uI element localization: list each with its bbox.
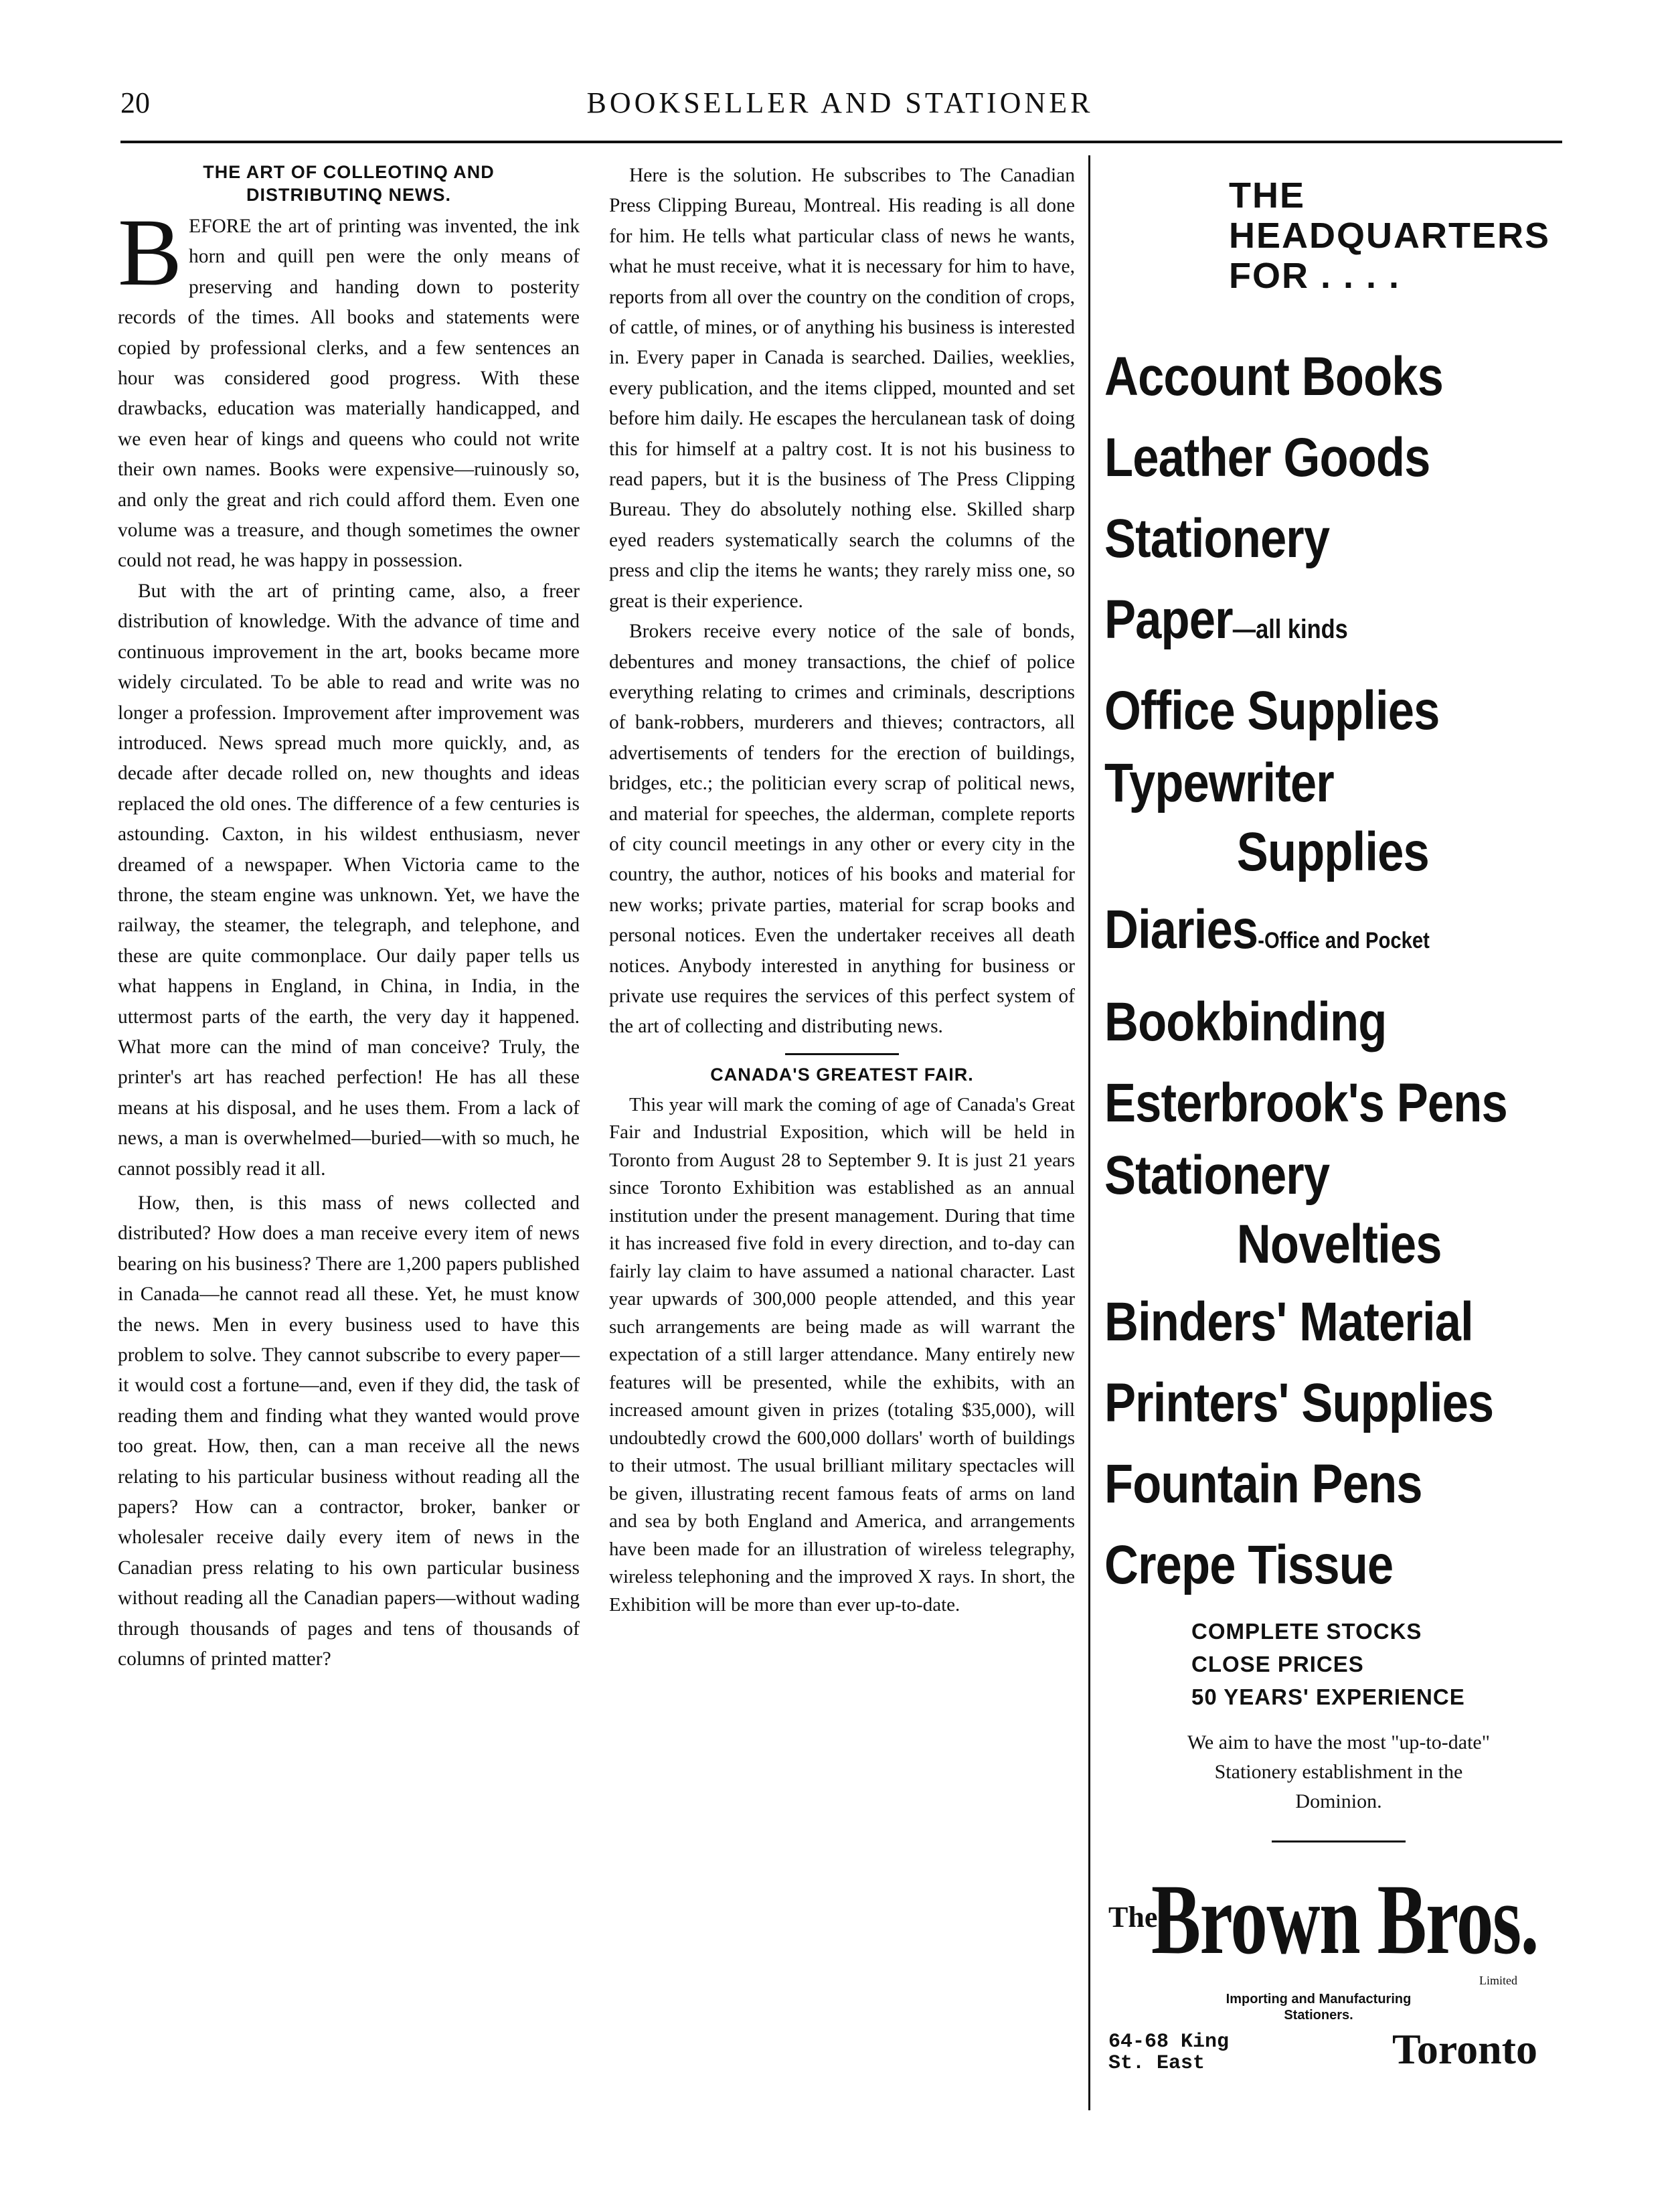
article-heading-line-1: THE ART OF COLLEOTINQ AND [203, 162, 495, 182]
ad-item-esterbrooks-pens: Esterbrook's Pens [1104, 1073, 1507, 1133]
ad-separator [1272, 1840, 1406, 1842]
ad-item-office-supplies: Office Supplies [1104, 680, 1440, 741]
ad-headline-line-2: HEADQUARTERS [1229, 216, 1551, 256]
ad-item-bookbinding: Bookbinding [1104, 992, 1387, 1052]
ad-stocks-line-2: CLOSE PRICES [1191, 1652, 1364, 1676]
city-name: Toronto [1392, 2025, 1537, 2073]
article-heading [118, 161, 580, 206]
article-paragraph-4: Here is the solution. He subscribes to The Canadian Press Clipping Bureau, Montreal. His reading is all done for him. He tells what particular class of news he wants, what he must receive, what it is necessary for him to have, reports from all over the country on the condition of crops, of cattle, of mines, or of anything his business is interested in. Every paper in Canada is searched. Dailies, weeklies, every publication, and the items clipped, mounted and set before him daily. He escapes the herculanean task of doing this for himself at a paltry cost. It is not his business to read papers, but it is the business of The Press Clipping Bureau. They do absolutely nothing else. Skilled sharp eyed readers systematically search the columns of the press and clip the items he wants; they rarely miss one, so great is their experience. [609, 165, 1075, 612]
ad-headline [1229, 175, 1573, 296]
ad-item-printers-supplies: Printers' Supplies [1104, 1372, 1494, 1433]
ad-stocks-block [1191, 1615, 1573, 1713]
brand-description [1145, 1991, 1493, 2023]
brand-description-line-2: Stationers. [1284, 2008, 1353, 2023]
ad-item-binders-material: Binders' Material [1104, 1291, 1473, 1352]
ad-aim-line-1: We aim to have the most "up-to-date" [1187, 1731, 1490, 1753]
ad-stocks-line-3: 50 YEARS' EXPERIENCE [1191, 1684, 1465, 1709]
street-address [1108, 2031, 1229, 2074]
fair-paragraph: This year will mark the coming of age of Canada's Great Fair and Industrial Exposition, which will be held in Toronto from August 28 to September 9. It is just 21 years since Toronto Exhibition was established as an annual institution under the present management. During that time it has increased five fold in every direction, and to-day can fairly lay claim to have assumed a national character. Last year upwards of 300,000 people attended, and this year such arrangements are being made as will warrant the expectation of a still larger attendance. Many entirely new features will be presented, while the exhibits, with an increased amount given in prizes (totaling $35,000), will undoubtedly crowd the 600,000 dollars' worth of buildings to their utmost. The usual brilliant military spectacles will be given, illustrating recent famous feats of arms on land and sea by both England and America, and arrangements have been made for an illustration of wireless telegraphy, wireless telephoning and the improved X rays. In short, the Exhibition will be more than ever up-to-date. [609, 1093, 1075, 1616]
ad-item-leather-goods: Leather Goods [1104, 427, 1430, 488]
page-number: 20 [120, 86, 150, 119]
article-separator [785, 1053, 899, 1055]
article-paragraph-2: But with the art of printing came, also, a freer distribution of knowledge. With the advance of time and continuous improvement in the art, books became more widely circulated. To be able to read and write was no longer a profession. Improvement after improvement was introduced. News spread much more quickly, and, as decade after decade rolled on, new thoughts and ideas replaced the old ones. The difference of a few centuries is astounding. Caxton, in his wildest enthusiasm, never dreamed of a newspaper. When Victoria came to the throne, the steam engine was unknown. Yet, we have the railway, the steamer, the telegraph, and telephone, and these are quite commonplace. Our daily paper tells us what happens in England, in China, in India, in the uttermost parts of the earth, the very day it happened. What more can the mind of man conceive? Truly, the printer's art has reached perfection! He has all these means at his disposal, and he uses them. From a lack of news, a man is overwhelmed—buried—with so much, he cannot possibly read it all. [118, 580, 580, 1180]
brand-name: Brown Bros. [1151, 1864, 1538, 1975]
ad-item-stationery-2: Stationery [1104, 1145, 1330, 1206]
brand-limited: Limited [1479, 1974, 1517, 1987]
ad-product-list [1104, 336, 1573, 1605]
ad-item-diaries [1104, 889, 1507, 982]
ad-item-paper [1104, 579, 1507, 670]
paragraph-1-text: EFORE the art of printing was invented, the ink horn and quill pen were the only means of preserving and handing down to posterity records of the times. All books and statements were copied by professional clerks, and a few sentences an hour was considered good progress. With these drawbacks, education was materially handicapped, and we even hear of kings and queens who could not write their own names. Books were expensive—ruinously so, and only the great and rich could afford them. Even one volume was a treasure, and though sometimes the owner could not read, he was happy in possession. [118, 216, 580, 572]
article-paragraph-3: How, then, is this mass of news collected and distributed? How does a man receive every item of news bearing on his business? There are 1,200 papers published in Canada—he cannot read all these. Yet, he must know the news. Men in every business used to have this problem to solve. They cannot subscribe to every paper—it would cost a fortune—and, even if they did, the task of reading them and finding what they wanted would prove too great. How, then, can a man receive all the news relating to his particular business without reading all the papers? How can a contractor, broker, banker or wholesaler receive daily every item of news in the Canadian press relating to his own particular business without reading all the Canadian papers—without wading through thousands of pages and tens of thousands of columns of printed matter? [118, 1192, 580, 1670]
ad-item-fountain-pens: Fountain Pens [1104, 1454, 1422, 1514]
brand-address [1104, 2025, 1573, 2092]
ad-item-account-books: Account Books [1104, 346, 1444, 407]
article-column-2 [609, 161, 1075, 1619]
street-address-line-2: St. East [1108, 2052, 1205, 2075]
ad-item-typewriter: Typewriter [1104, 753, 1334, 813]
ad-item-typewriter-supplies: Supplies [1236, 821, 1429, 882]
ad-aim-line-2: Stationery establishment in the [1214, 1761, 1463, 1783]
ad-item-diaries-sub: -Office and Pocket [1258, 928, 1430, 953]
article-column-1 [118, 161, 580, 1675]
ad-item-paper-label: Paper [1104, 589, 1233, 650]
ad-headline-line-1: THE [1229, 175, 1305, 216]
ad-item-crepe-tissue: Crepe Tissue [1104, 1535, 1394, 1595]
article-paragraph-1 [118, 200, 580, 576]
ad-stocks-line-1: COMPLETE STOCKS [1191, 1619, 1422, 1644]
brown-bros-advertisement [1104, 167, 1573, 2092]
header-rule [120, 141, 1562, 143]
brand-description-line-1: Importing and Manufacturing [1226, 1992, 1412, 2007]
brand-the: The [1108, 1901, 1158, 1934]
ad-item-paper-sub: —all kinds [1232, 615, 1348, 644]
fair-heading: CANADA'S GREATEST FAIR. [710, 1064, 974, 1085]
ad-headline-line-3: FOR . . . . [1229, 256, 1401, 296]
article-paragraph-5: Brokers receive every notice of the sale of bonds, debentures and money transactions, the chief of police everything relating to crimes and criminals, descriptions of bank-robbers, murderers and thieves; contractors, all advertisements of tenders for the erection of buildings, bridges, etc.; the politician every scrap of political news, and material for speeches, the alderman, complete reports of city council meetings in any other or every city in the country, the author, notices of his books and material for new works; private parties, material for scrap books and personal notices. Even the undertaker receives all death notices. Anybody interested in anything for business or private use requires the services of this perfect system of the art of collecting and distributing news. [609, 621, 1075, 1038]
ad-aim-statement [1104, 1728, 1573, 1816]
running-title: BOOKSELLER AND STATIONER [586, 86, 1094, 119]
brand-logo [1104, 1863, 1573, 1987]
ad-aim-line-3: Dominion. [1295, 1790, 1382, 1812]
drop-cap: B [118, 200, 183, 306]
article-heading-line-2: DISTRIBUTINQ NEWS. [246, 185, 451, 205]
ad-item-diaries-label: Diaries [1104, 899, 1258, 960]
street-address-line-1: 64-68 King [1108, 2031, 1230, 2053]
ad-item-novelties: Novelties [1236, 1214, 1442, 1275]
column-rule [1088, 155, 1090, 2110]
ad-item-stationery: Stationery [1104, 508, 1330, 569]
